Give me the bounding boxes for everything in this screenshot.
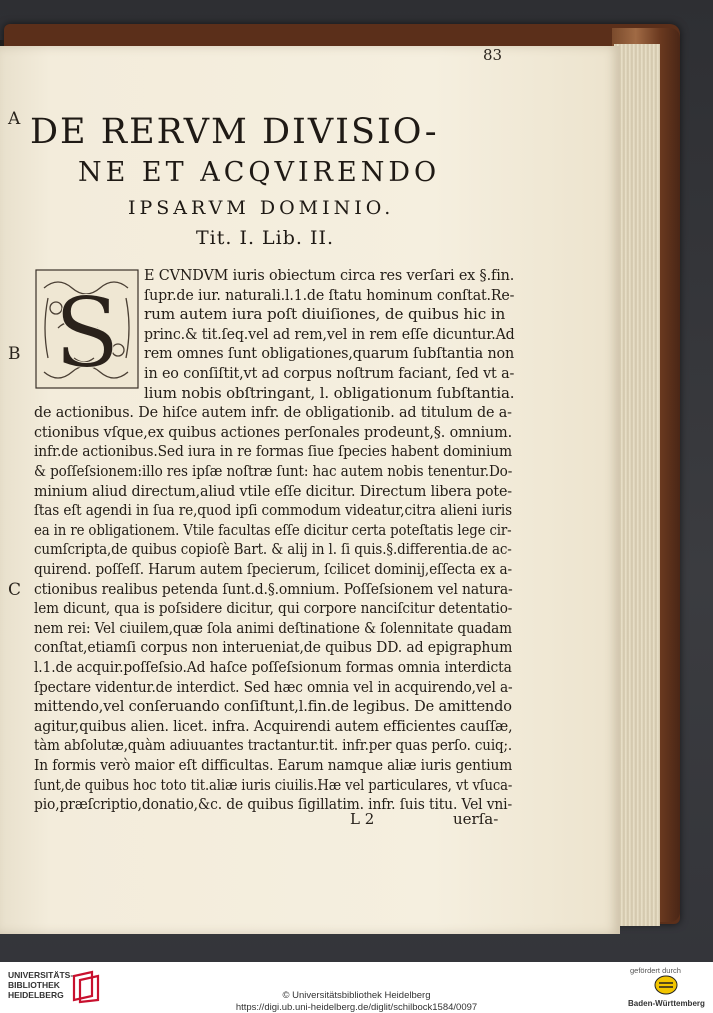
text-line: lem dicunt, qua is poſsidere dicitur, qui corpore nanciſcitur detentatio- bbox=[34, 599, 513, 618]
text-line: ſunt,de quibus hoc toto tit.aliæ iuris ciuilis.Hæ vel particulares, vt vſuca- bbox=[34, 775, 513, 794]
text-line: nem rei: Vel ciuilem,quæ ſola animi deſtinatione & ſolennitate quadam bbox=[34, 618, 512, 637]
text-line: conſtat,etiamſi corpus non interueniat,de quibus DD. ad epigraphum bbox=[34, 638, 513, 657]
margin-letter-b: B bbox=[8, 344, 21, 364]
text-line: cumſcripta,de quibus copioſè Bart. & alij in l. ſi quis.§.differentia.de ac- bbox=[34, 540, 512, 559]
text-line: E CVNDVM iuris obiectum circa res verſari ex §.fin. bbox=[144, 266, 515, 284]
state-coat-of-arms-icon bbox=[654, 975, 678, 995]
text-line: rum autem iura poſt diuiſiones, de quibus hic in bbox=[144, 305, 506, 324]
institution-line-1: UNIVERSITÄTS- bbox=[8, 970, 74, 980]
text-line: quirend. poſſeſſ. Harum autem ſpecierum, ſcilicet dominij,eſſecta ex a- bbox=[34, 560, 513, 578]
text-line: in eo conſiſtit,vt ad corpus noſtrum faciant, ſed vt a- bbox=[144, 364, 515, 382]
text-line: ea in re obligationem. Vtile facultas eſſe dicitur certa poteſtatis lege cir- bbox=[34, 520, 512, 539]
title-line-1: DE RERVM DIVISIO- bbox=[30, 112, 439, 152]
text-line: In formis verò maior eſt difficultas. Earum namque aliæ iuris gentium bbox=[34, 756, 513, 774]
page-edges bbox=[614, 44, 660, 926]
text-line: minium aliud directum,aliud vtile eſſe dicitur. Directum libera pote- bbox=[34, 481, 512, 500]
title-line-3: IPSARVM DOMINIO. bbox=[128, 197, 395, 219]
text-line: ctionibus vſque,ex quibus actiones perſonales prodeunt,§. omnium. bbox=[34, 422, 512, 441]
decorated-initial bbox=[34, 268, 140, 390]
text-line: mittendo,vel conſeruando conſiſtunt,l.fin.de legibus. De amittendo bbox=[34, 697, 512, 716]
text-line: ſtas eſt agendi in ſua re,quod ipſi commodum videatur,citra alieni iuris bbox=[34, 501, 512, 520]
title-line-2: NE ET ACQVIRENDO bbox=[78, 157, 441, 188]
catchword: uerſa- bbox=[453, 810, 499, 828]
text-line: rem omnes ſunt obligationes,quarum ſubſtantia non bbox=[144, 344, 515, 363]
institution-line-3: HEIDELBERG bbox=[8, 990, 64, 1000]
text-line: tàm abſolutæ,quàm adiuuantes tractantur.tit. infr.per quas perſo. cuiq;. bbox=[34, 736, 513, 755]
text-line: ctionibus realibus petenda ſunt.d.§.omnium. Poſſeſsionem vel natura- bbox=[34, 579, 513, 598]
text-line: princ.& tit.ſeq.vel ad rem,vel in rem eſſe dicuntur.Ad bbox=[144, 324, 515, 343]
text-line: ſpectare videntur.de interdict. Sed hæc omnia vel in acquirendo,vel a- bbox=[34, 677, 513, 696]
signature-mark: L 2 bbox=[350, 810, 375, 828]
permalink[interactable]: https://digi.ub.uni-heidelberg.de/diglit/schilbock1584/0097 bbox=[235, 1002, 478, 1013]
text-line: agitur,quibus alien. licet. infra. Acquirendi autem efficientes cauſſæ, bbox=[34, 716, 513, 735]
margin-letter-a: A bbox=[8, 109, 21, 129]
copyright-text: © Universitätsbibliothek Heidelberg bbox=[282, 990, 431, 1001]
sponsor-name: Baden-Württemberg bbox=[628, 999, 705, 1008]
margin-letter-c: C bbox=[8, 580, 22, 600]
title-line-4: Tit. I. Lib. II. bbox=[196, 227, 335, 249]
text-line: de actionibus. De hiſce autem infr. de obligationib. ad titulum de a- bbox=[34, 403, 512, 422]
text-line: & poſſeſsionem:illo res ipſæ noſtræ ſunt: hac autem nobis tenentur.Do- bbox=[34, 462, 513, 480]
text-line: infr.de actionibus.Sed iura in re formas ſiue ſpecies habent dominium bbox=[34, 442, 512, 461]
folio-number: 83 bbox=[483, 46, 503, 64]
text-line: ſupr.de iur. naturali.l.1.de ſtatu hominum conſtat.Re- bbox=[144, 285, 515, 304]
text-line: lium nobis obſtringant, l. obligationum ſubſtantia. bbox=[144, 383, 515, 402]
funded-by-label: gefördert durch bbox=[630, 966, 681, 975]
institution-line-2: BIBLIOTHEK bbox=[8, 980, 60, 990]
text-line: l.1.de acquir.poſſeſsio.Ad haſce poſſeſsionum formas omnia interdicta bbox=[34, 658, 512, 676]
initial-letter: S bbox=[54, 277, 120, 389]
text-line: pio,præſcriptio,donatio,&c. de quibus ſigillatim. infr. ſuis titu. Vel vni- bbox=[34, 795, 513, 814]
